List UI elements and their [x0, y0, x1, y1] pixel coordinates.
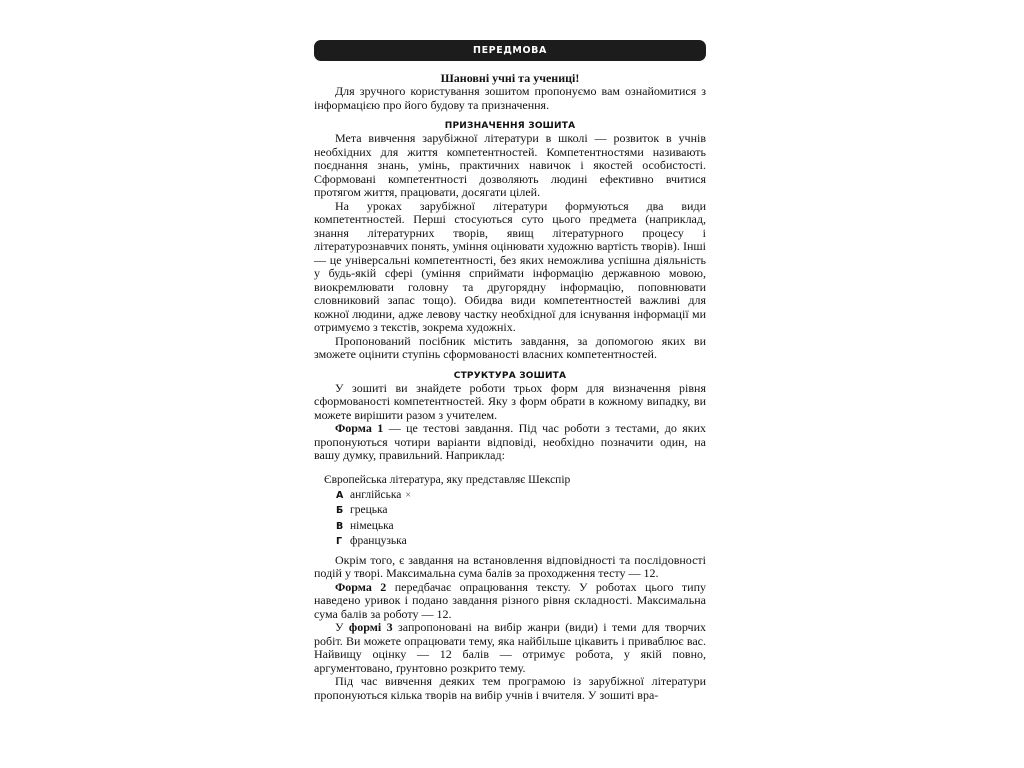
- section-banner: ПЕРЕДМОВА: [314, 40, 706, 61]
- purpose-heading: ПРИЗНАЧЕННЯ ЗОШИТА: [444, 121, 576, 131]
- form3-prefix: У: [335, 620, 349, 635]
- form2-text: передбачає опрацювання тексту. У роботах цього типу наведено уривок і подано завдання різного рівня складності. Максимальна сума балів за роботу — 12.: [314, 579, 706, 621]
- purpose-paragraph-1: Мета вивчення зарубіжної літератури в школі — розвиток в учнів необхідних для життя компетентностей. Компетентностями називають поєднання знань, умінь, практичних навичок і якостей особистості. Сформовані компетентності дозволяють людині ефективно вчитися протягом життя, працювати, досягати цілей.: [314, 131, 706, 199]
- option-text: грецька: [350, 504, 388, 517]
- last-paragraph: Під час вивчення деяких тем програмою із зарубіжної літератури пропонуються кілька творів на вибір учнів і вчителя. У зошиті вра-: [314, 674, 706, 702]
- form3-text: запропоновані на вибір жанри (види) і теми для творчих робіт. Ви можете опрацювати тему, яка найбільше цікавить і приваблює вас. Найвищу оцінку — 12 балів — отримує робота, у якій повно, аргументовано, ґрунтовно розкрито тему.: [314, 620, 706, 675]
- option-b: [336, 503, 706, 519]
- test-info-paragraph: Окрім того, є завдання на встановлення відповідності та послідовності подій у творі. Максимальна сума балів за проходження тесту — 12.: [314, 552, 706, 581]
- option-letter: Г: [336, 536, 343, 548]
- form2-paragraph: [314, 581, 706, 622]
- form1-label: Форма 1: [335, 421, 384, 435]
- option-d: [336, 534, 706, 550]
- form1-paragraph: [314, 422, 706, 463]
- option-text: німецька: [350, 519, 394, 532]
- example-options: [336, 488, 706, 550]
- option-letter: А: [336, 489, 344, 501]
- cross-mark-icon: ×: [405, 489, 411, 501]
- page-content: [314, 40, 706, 702]
- form2-label: Форма 2: [335, 579, 387, 594]
- greeting: Шановні учні та учениці!: [440, 71, 580, 85]
- option-letter: В: [336, 520, 344, 532]
- intro-paragraph: Для зручного користування зошитом пропонуємо вам ознайомитися з інформацією про його будову та призначення.: [314, 84, 706, 112]
- option-a: [336, 488, 706, 504]
- option-text: англійська: [350, 488, 402, 501]
- form1-text: — це тестові завдання. Під час роботи з тестами, до яких пропонуються чотири варіанти відповіді, необхідно позначити один, на вашу думку, правильний. Наприклад:: [314, 421, 707, 462]
- option-letter: Б: [336, 505, 344, 517]
- purpose-paragraph-2: На уроках зарубіжної літератури формуються два види компетентностей. Перші стосуються суто цього предмета (наприклад, знання літературних творів, явищ літературного процесу і літературознавчих понять, уміння оцінювати художню вартість творів). Інші — це універсальні компетентності, без яких неможлива успішна діяльність у будь-якій сфері (уміння сприймати інформацію державною мовою, виокремлювати головну та другорядну інформацію, поповнювати словниковий запас тощо). Обидва види компетентностей важливі для кожної людини, адже левову частку необхідної для існування інформації ми отримуємо з текстів, зокрема художніх.: [314, 198, 706, 334]
- option-text: французька: [350, 535, 407, 548]
- purpose-paragraph-3: Пропонований посібник містить завдання, за допомогою яких ви зможете оцінити ступінь сформованості власних компетентностей.: [314, 333, 706, 361]
- form3-paragraph: [314, 621, 706, 675]
- structure-paragraph-1: У зошиті ви знайдете роботи трьох форм для визначення рівня сформованості компетентностей. Яку з форм обрати в кожному випадку, ви можете вирішити разом з учителем.: [314, 380, 706, 422]
- structure-heading: СТРУКТУРА ЗОШИТА: [453, 370, 567, 381]
- option-c: [336, 519, 706, 535]
- form3-label: формі 3: [348, 620, 393, 635]
- example-question: Європейська література, яку представляє Шекспір: [324, 473, 571, 486]
